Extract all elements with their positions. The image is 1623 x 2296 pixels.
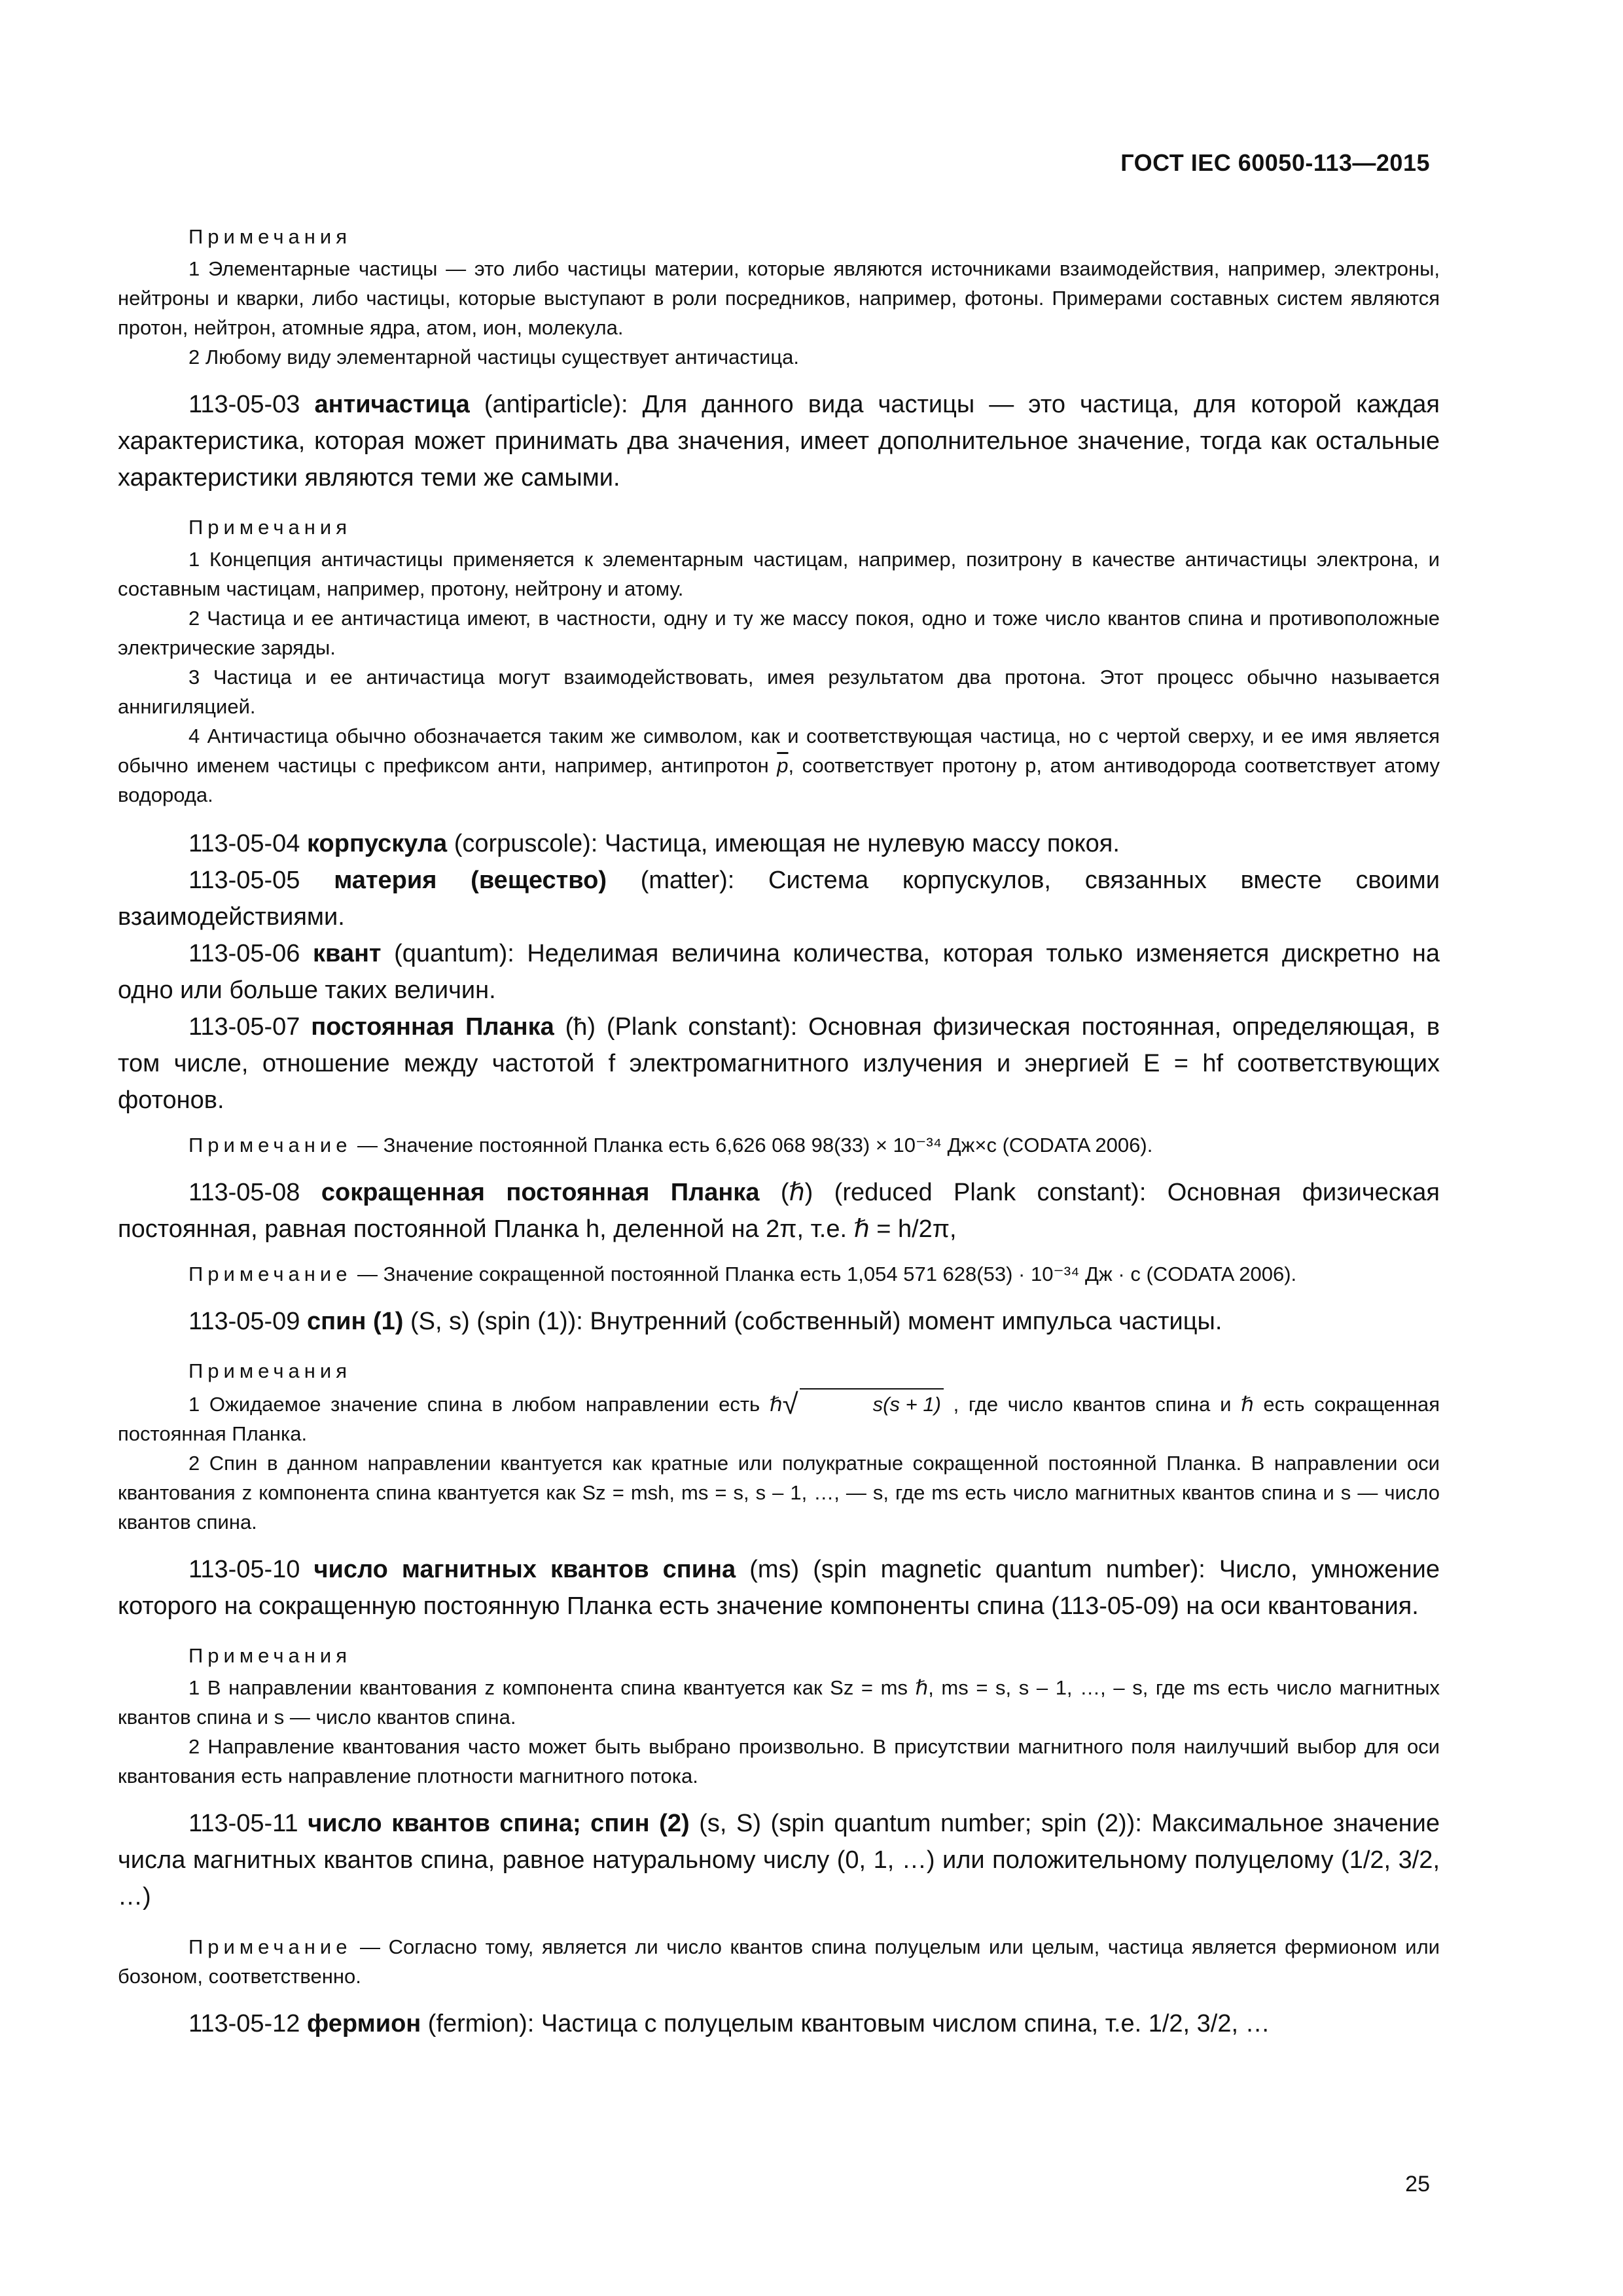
note-paragraph bbox=[118, 721, 1440, 810]
note-text: — Значение сокращенной постоянной Планка есть 1,054 571 628(53) · 10⁻³⁴ Дж · с (CODATA 2006). bbox=[351, 1263, 1297, 1285]
term-entry-113-05-09 bbox=[118, 1303, 1440, 1340]
note-text: 1 Ожидаемое значение спина в любом направлении есть ℏ bbox=[188, 1393, 783, 1416]
document-body bbox=[118, 223, 1440, 2059]
term-definition: (ms) (spin magnetic quantum number): Число, умножение которого на сокращенную постоянную Планка есть значение компоненты спина (113-05-09) на оси квантования. bbox=[118, 1556, 1440, 1620]
term-name: фермион bbox=[307, 2010, 421, 2037]
term-name: спин (1) bbox=[307, 1308, 404, 1335]
term-entry-113-05-04 bbox=[118, 825, 1440, 862]
note-paragraph: 2 Любому виду элементарной частицы существует античастица. bbox=[188, 346, 799, 368]
term-name: число квантов спина; спин (2) bbox=[308, 1810, 690, 1837]
term-number: 113-05-07 bbox=[188, 1013, 300, 1041]
note-paragraph: 2 Направление квантования часто может быть выбрано произвольно. В присутствии магнитного поля наилучший выбор для оси квантования есть направление плотности магнитного потока. bbox=[118, 1735, 1440, 1787]
term-name: материя (вещество) bbox=[334, 867, 607, 894]
note-113-05-07 bbox=[118, 1130, 1440, 1160]
note-paragraph: 1 В направлении квантования z компонента спина квантуется как Sz = ms ℏ, ms = s, s – 1, …, – s, где ms есть число магнитных квантов спина и s — число квантов спина. bbox=[118, 1676, 1440, 1729]
antiproton-symbol: $\overline{p}$ bbox=[777, 754, 789, 777]
note-paragraph: 1 Элементарные частицы — это либо частицы материи, которые являются источниками взаимодействия, например, электроны, нейтроны и кварки, либо частицы, которые выступают в роли посредников, например, фотоны. Примерами составных систем являются протон, нейтрон, атомные ядра, атом, ион, молекула. bbox=[118, 257, 1440, 339]
term-number: 113-05-05 bbox=[188, 867, 300, 894]
notes-title: Примечания bbox=[188, 1644, 351, 1667]
page-number: 25 bbox=[1405, 2172, 1430, 2197]
term-definition: (antiparticle): Для данного вида частицы — это частица, для которой каждая характеристика, которая может принимать два значения, имеет дополнительное значение, тогда как остальные характеристики являются теми же самыми. bbox=[118, 391, 1440, 492]
note-text: , где число квантов спина и ℏ есть сокращенная постоянная Планка. bbox=[118, 1393, 1440, 1445]
term-name: постоянная Планка bbox=[311, 1013, 554, 1041]
note-text: — Значение постоянной Планка есть 6,626 068 98(33) × 10⁻³⁴ Дж×с (CODATA 2006). bbox=[351, 1134, 1153, 1157]
notes-title: Примечания bbox=[188, 516, 351, 539]
term-entry-113-05-06 bbox=[118, 935, 1440, 1009]
note-label: Примечание bbox=[188, 1935, 352, 1958]
term-number: 113-05-10 bbox=[188, 1556, 300, 1583]
notes-title: Примечания bbox=[188, 225, 351, 248]
note-text: 4 Античастица обычно обозначается таким же символом, как и соответствующая частица, но с чертой сверху, и ее имя является обычно именем частицы с префиксом анти, например, антипротон bbox=[118, 725, 1440, 777]
document-header: ГОСТ IEC 60050-113—2015 bbox=[1120, 149, 1430, 176]
term-definition: (ℏ) (reduced Plank constant): Основная физическая постоянная, равная постоянной Планка h, деленной на 2π, т.е. ℏ = h/2π, bbox=[118, 1179, 1440, 1243]
term-name: квант bbox=[312, 940, 382, 967]
note-label: Примечание bbox=[188, 1134, 352, 1157]
term-definition: (fermion): Частица с полуцелым квантовым числом спина, т.е. 1/2, 3/2, … bbox=[421, 2010, 1270, 2037]
term-entry-113-05-03 bbox=[118, 386, 1440, 496]
term-number: 113-05-04 bbox=[188, 830, 300, 857]
note-113-05-08 bbox=[118, 1259, 1440, 1289]
term-group bbox=[118, 825, 1440, 1119]
term-name: сокращенная постоянная Планка bbox=[321, 1179, 760, 1206]
note-paragraph: 2 Спин в данном направлении квантуется как кратные или полукратные сокращенной постоянной Планка. В направлении оси квантования z компонента спина квантуется как Sz = msh, ms = s, s – 1, …, — s, где ms есть число магнитных квантов спина и s — число квантов спина. bbox=[118, 1452, 1440, 1534]
note-paragraph bbox=[118, 1388, 1440, 1448]
term-number: 113-05-09 bbox=[188, 1308, 300, 1335]
term-entry-113-05-11 bbox=[118, 1805, 1440, 1915]
note-paragraph: 3 Частица и ее античастица могут взаимодействовать, имея результатом два протона. Этот процесс обычно называется аннигиляцией. bbox=[118, 666, 1440, 718]
note-text: — Согласно тому, является ли число квантов спина полуцелым или целым, частица является фермионом или бозоном, соответственно. bbox=[118, 1935, 1440, 1988]
note-113-05-11 bbox=[118, 1932, 1440, 1991]
term-entry-113-05-12 bbox=[118, 2005, 1440, 2042]
note-paragraph: 2 Частица и ее античастица имеют, в частности, одну и ту же массу покоя, одно и тоже число квантов спина и противоположные электрические заряды. bbox=[118, 607, 1440, 659]
term-number: 113-05-06 bbox=[188, 940, 300, 967]
sqrt-symbol: √ bbox=[782, 1388, 798, 1420]
note-label: Примечание bbox=[188, 1263, 352, 1285]
term-entry-113-05-05 bbox=[118, 862, 1440, 935]
term-name: античастица bbox=[314, 391, 470, 418]
term-entry-113-05-08 bbox=[118, 1174, 1440, 1247]
term-number: 113-05-03 bbox=[188, 391, 300, 418]
sqrt-expression: s(s + 1) bbox=[800, 1388, 944, 1419]
term-name: число магнитных квантов спина bbox=[313, 1556, 736, 1583]
term-number: 113-05-08 bbox=[188, 1179, 300, 1206]
note-text: , соответствует протону p, атом антиводорода соответствует атому водорода. bbox=[118, 754, 1440, 806]
term-entry-113-05-07 bbox=[118, 1009, 1440, 1119]
term-definition: (corpuscole): Частица, имеющая не нулевую массу покоя. bbox=[447, 830, 1120, 857]
term-number: 113-05-12 bbox=[188, 2010, 300, 2037]
term-definition: (quantum): Неделимая величина количества, которая только изменяется дискретно на одно или больше таких величин. bbox=[118, 940, 1440, 1004]
term-definition: (matter): Система корпускулов, связанных вместе своими взаимодействиями. bbox=[118, 867, 1440, 931]
note-paragraph: 1 Концепция античастицы применяется к элементарным частицам, например, позитрону в качестве античастицы электрона, и составным частицам, например, протону, нейтрону и атому. bbox=[118, 548, 1440, 600]
term-definition: (S, s) (spin (1)): Внутренний (собственный) момент импульса частицы. bbox=[403, 1308, 1222, 1335]
notes-title: Примечания bbox=[188, 1359, 351, 1382]
term-name: корпускула bbox=[307, 830, 448, 857]
term-definition: (ħ) (Plank constant): Основная физическая постоянная, определяющая, в том числе, отношение между частотой f электромагнитного излучения и энергией E = hf соответствующих фотонов. bbox=[118, 1013, 1440, 1114]
term-definition: (s, S) (spin quantum number; spin (2)): Максимальное значение числа магнитных квантов спина, равное натуральному числу (0, 1, …) или положительному полуцелому (1/2, 3/2, …) bbox=[118, 1810, 1440, 1910]
term-entry-113-05-10 bbox=[118, 1551, 1440, 1624]
term-number: 113-05-11 bbox=[188, 1810, 298, 1837]
